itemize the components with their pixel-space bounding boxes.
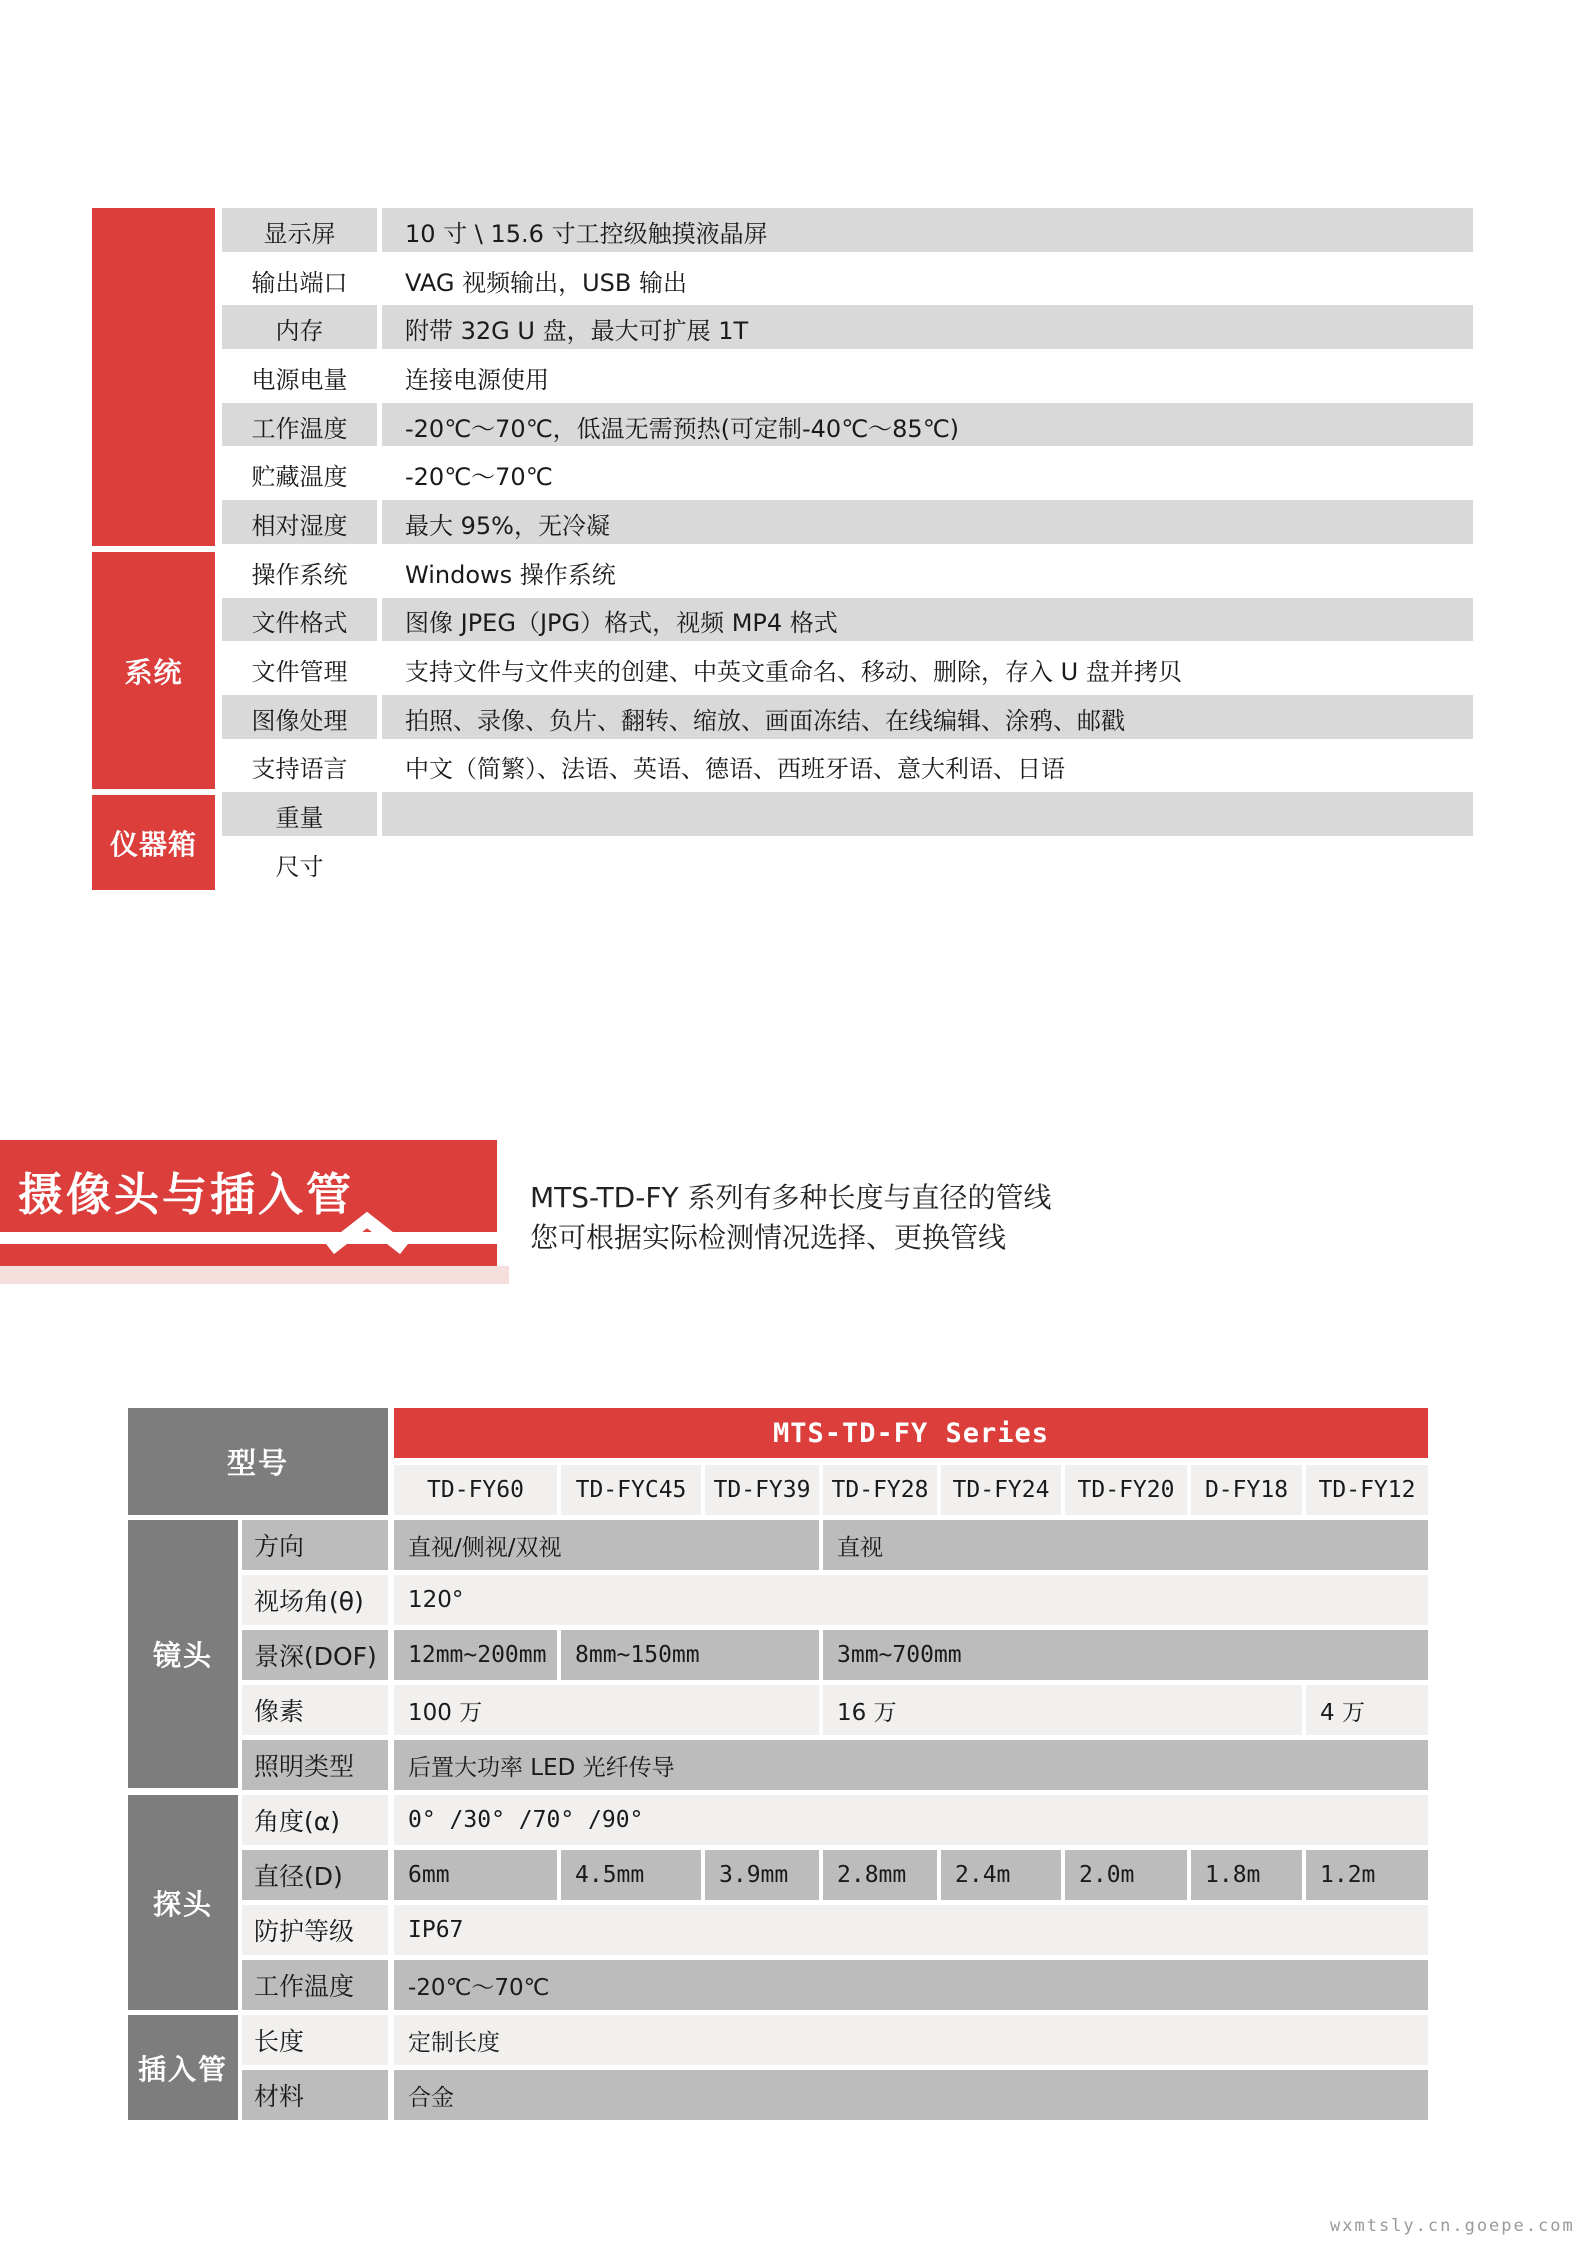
table-row (242, 1630, 1428, 1680)
model-row-label: 工作温度 (242, 1960, 388, 2010)
column-header: TD-FY20 (1065, 1465, 1187, 1515)
model-table (128, 1405, 1428, 2120)
table-row (222, 791, 1473, 840)
spec-row-label: 显示屏 (222, 207, 377, 256)
table-row (242, 1740, 1428, 1790)
model-cell: 1.8m (1191, 1850, 1302, 1900)
table-row (222, 743, 1473, 792)
model-cell: 16 万 (823, 1685, 1302, 1735)
model-cell: 定制长度 (394, 2015, 1428, 2065)
spec-row-value: 中文（简繁）、法语、英语、德语、西班牙语、意大利语、日语 (405, 755, 1065, 784)
model-cell: 合金 (394, 2070, 1428, 2120)
spec-row-value: 10 寸 \ 15.6 寸工控级触摸液晶屏 (382, 207, 1473, 256)
table-row (222, 402, 1473, 451)
model-cell: 6mm (394, 1850, 557, 1900)
table-row (222, 353, 1473, 402)
section-banner (0, 1140, 497, 1266)
section-title: 摄像头与插入管 (18, 1168, 355, 1221)
table-row (242, 2015, 1428, 2065)
column-header: TD-FYC45 (561, 1465, 701, 1515)
spec-row-value: 附带 32G U 盘，最大可扩展 1T (382, 304, 1473, 353)
banner-shadow-strip (0, 1266, 509, 1284)
model-cell: 1.2m (1306, 1850, 1428, 1900)
table-row (222, 548, 1473, 597)
table-row (222, 450, 1473, 499)
table-row (242, 2070, 1428, 2120)
watermark: wxmtsly.cn.goepe.com (1330, 2216, 1575, 2236)
spec-row-label: 输出端口 (251, 268, 348, 297)
model-row-label: 直径(D) (242, 1850, 388, 1900)
column-header: TD-FY60 (394, 1465, 557, 1515)
model-cell: 100 万 (394, 1685, 819, 1735)
spec-row-label: 内存 (222, 304, 377, 353)
model-row-label: 视场角(θ) (242, 1575, 388, 1625)
spec-group-system (92, 552, 215, 789)
series-header: MTS-TD-FY Series (394, 1408, 1428, 1458)
spec-row-value: 支持文件与文件夹的创建、中英文重命名、移动、删除，存入 U 盘并拷贝 (405, 658, 1182, 687)
model-group-label: 探头 (152, 1887, 213, 1921)
spec-row-value: -20℃～70℃，低温无需预热(可定制-40℃～85℃) (382, 402, 1473, 451)
model-cell: 2.8mm (823, 1850, 937, 1900)
model-cell: IP67 (394, 1905, 1428, 1955)
model-cell: -20℃～70℃ (394, 1960, 1428, 2010)
table-row (242, 1685, 1428, 1735)
model-row-label: 长度 (242, 2015, 388, 2065)
model-column-headers (394, 1465, 1428, 1515)
spec-group-label: 系统 (124, 655, 183, 689)
spec-row-value (382, 840, 1473, 889)
spec-row-label: 支持语言 (251, 755, 348, 784)
table-row (222, 645, 1473, 694)
spec-row-label: 图像处理 (222, 694, 377, 743)
spec-row-value: VAG 视频输出，USB 输出 (405, 268, 687, 297)
model-table-corner (128, 1408, 388, 1515)
spec-row-value: 拍照、录像、负片、翻转、缩放、画面冻结、在线编辑、涂鸦、邮戳 (382, 694, 1473, 743)
spec-row-value: Windows 操作系统 (405, 560, 616, 589)
spec-rows (222, 207, 1473, 889)
table-row (222, 694, 1473, 743)
table-row (242, 1575, 1428, 1625)
model-row-label: 角度(α) (242, 1795, 388, 1845)
table-row (242, 1960, 1428, 2010)
model-cell: 12mm~200mm (394, 1630, 557, 1680)
table-row (242, 1520, 1428, 1570)
spec-row-label: 相对湿度 (222, 499, 377, 548)
column-header: TD-FY24 (941, 1465, 1061, 1515)
model-cell: 后置大功率 LED 光纤传导 (394, 1740, 1428, 1790)
model-group-label: 插入管 (137, 2052, 228, 2086)
model-cell: 8mm~150mm (561, 1630, 819, 1680)
model-row-label: 景深(DOF) (242, 1630, 388, 1680)
model-cell: 2.4m (941, 1850, 1061, 1900)
section-description-line1: MTS-TD-FY 系列有多种长度与直径的管线 (530, 1181, 1052, 1214)
column-header: TD-FY28 (823, 1465, 937, 1515)
model-group-lens (128, 1520, 238, 1788)
spec-group-label: 仪器箱 (109, 827, 197, 861)
spec-row-value: 图像 JPEG（JPG）格式，视频 MP4 格式 (382, 597, 1473, 646)
spec-row-value: 连接电源使用 (405, 365, 549, 394)
model-corner-label: 型号 (226, 1446, 289, 1480)
table-row (242, 1905, 1428, 1955)
spec-row-label: 工作温度 (222, 402, 377, 451)
table-row (222, 304, 1473, 353)
table-row (222, 499, 1473, 548)
column-header: TD-FY39 (705, 1465, 819, 1515)
table-row (222, 207, 1473, 256)
model-cell: 0° /30° /70° /90° (394, 1795, 1428, 1845)
spec-group-host (92, 208, 215, 546)
column-header: D-FY18 (1191, 1465, 1302, 1515)
model-cell: 3mm~700mm (823, 1630, 1428, 1680)
spec-table (92, 207, 1473, 890)
column-header: TD-FY12 (1306, 1465, 1428, 1515)
spec-row-label: 操作系统 (251, 560, 348, 589)
pulse-line-icon (0, 1140, 497, 1266)
model-cell: 4 万 (1306, 1685, 1428, 1735)
spec-row-value: 最大 95%，无冷凝 (382, 499, 1473, 548)
model-row-label: 照明类型 (242, 1740, 388, 1790)
model-cell: 2.0m (1065, 1850, 1187, 1900)
model-row-label: 像素 (242, 1685, 388, 1735)
spec-row-label: 尺寸 (275, 852, 324, 881)
spec-row-label: 文件格式 (222, 597, 377, 646)
model-row-label: 材料 (242, 2070, 388, 2120)
table-row (242, 1795, 1428, 1845)
model-cell: 3.9mm (705, 1850, 819, 1900)
table-row (222, 256, 1473, 305)
spec-row-label: 文件管理 (251, 658, 348, 687)
spec-row-value (382, 791, 1473, 840)
model-group-tube (128, 2015, 238, 2120)
spec-group-case (92, 795, 215, 890)
model-cell: 120° (394, 1575, 1428, 1625)
spec-row-label: 重量 (222, 791, 377, 840)
table-row (222, 840, 1473, 889)
model-group-label: 镜头 (152, 1639, 213, 1672)
model-cell: 直视 (823, 1520, 1428, 1570)
table-row (242, 1850, 1428, 1900)
spec-row-value: -20℃～70℃ (405, 463, 553, 492)
section-description (530, 1178, 1051, 1258)
table-row (222, 597, 1473, 646)
model-group-probe (128, 1795, 238, 2010)
model-row-label: 方向 (242, 1520, 388, 1570)
model-cell: 4.5mm (561, 1850, 701, 1900)
spec-row-label: 贮藏温度 (251, 463, 348, 492)
section-description-line2: 您可根据实际检测情况选择、更换管线 (530, 1221, 1007, 1254)
model-cell: 直视/侧视/双视 (394, 1520, 819, 1570)
model-row-label: 防护等级 (242, 1905, 388, 1955)
spec-row-label: 电源电量 (251, 365, 348, 394)
